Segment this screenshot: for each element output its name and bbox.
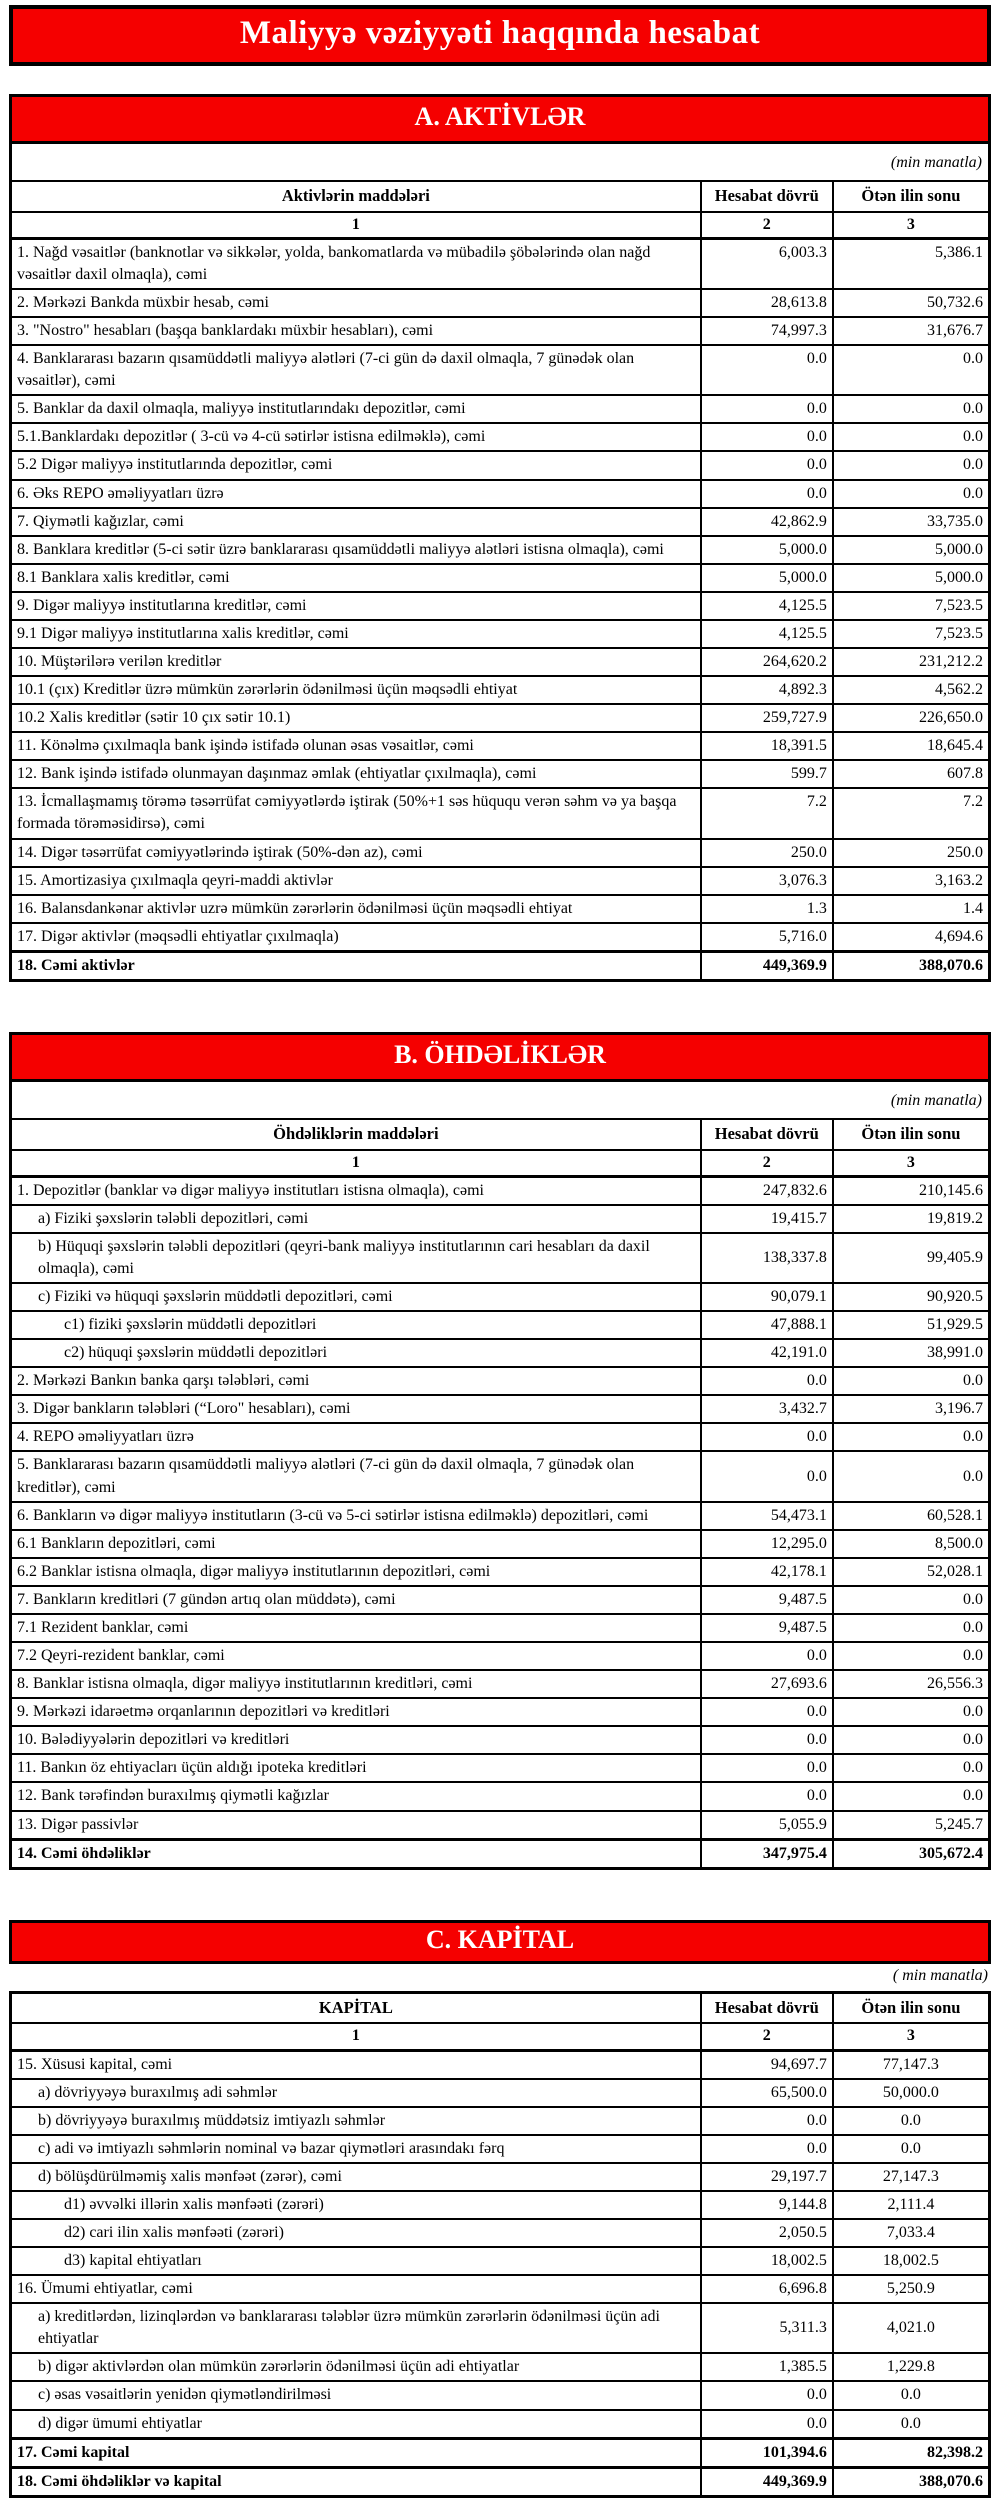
table-row bbox=[11, 2050, 990, 2079]
table-row bbox=[11, 289, 990, 317]
end-of-last-year-value: 82,398.2 bbox=[833, 2438, 990, 2467]
table-row bbox=[11, 1586, 990, 1614]
column-header-end-of-last-year: Ötən ilin sonu bbox=[833, 181, 990, 212]
end-of-last-year-value: 0.0 bbox=[833, 2107, 990, 2135]
row-label: c) Fiziki və hüquqi şəxslərin müddətli depozitləri, cəmi bbox=[11, 1283, 701, 1311]
table-row bbox=[11, 951, 990, 980]
column-header-end-of-last-year: Ötən ilin sonu bbox=[833, 1119, 990, 1150]
reporting-period-value: 9,487.5 bbox=[701, 1614, 833, 1642]
reporting-period-value: 19,415.7 bbox=[701, 1205, 833, 1233]
table-row bbox=[11, 620, 990, 648]
table-row bbox=[11, 1558, 990, 1586]
reporting-period-value: 5,311.3 bbox=[701, 2303, 833, 2353]
column-header-items: KAPİTAL bbox=[11, 1992, 701, 2023]
row-label: 5.1.Banklardakı depozitlər ( 3-cü və 4-cü sətirlər istisna edilməklə), cəmi bbox=[11, 423, 701, 451]
row-label: d) digər ümumi ehtiyatlar bbox=[11, 2410, 701, 2439]
row-label: 5. Banklar da daxil olmaqla, maliyyə institutlarındakı depozitlər, cəmi bbox=[11, 395, 701, 423]
row-label: 10.2 Xalis kreditlər (sətir 10 çıx sətir 10.1) bbox=[11, 704, 701, 732]
table-row bbox=[11, 704, 990, 732]
end-of-last-year-value: 0.0 bbox=[833, 1642, 990, 1670]
row-label: 3. "Nostro" hesabları (başqa banklardakı müxbir hesabları), cəmi bbox=[11, 317, 701, 345]
row-label: 5.2 Digər maliyyə institutlarında depozitlər, cəmi bbox=[11, 451, 701, 479]
table-row bbox=[11, 1451, 990, 1501]
reporting-period-value: 0.0 bbox=[701, 1698, 833, 1726]
section-header-liabilities: B. ÖHDƏLİKLƏR bbox=[11, 1033, 990, 1080]
reporting-period-value: 0.0 bbox=[701, 395, 833, 423]
table-row bbox=[11, 1754, 990, 1782]
end-of-last-year-value: 51,929.5 bbox=[833, 1311, 990, 1339]
end-of-last-year-value: 0.0 bbox=[833, 423, 990, 451]
end-of-last-year-value: 0.0 bbox=[833, 1451, 990, 1501]
row-label: a) kreditlərdən, lizinqlərdən və banklararası tələblər üzrə mümkün zərərlərin ödənilməsi üçün adi ehtiyatlar bbox=[11, 2303, 701, 2353]
column-number-2: 2 bbox=[701, 2023, 833, 2050]
row-label: 11. Bankın öz ehtiyacları üçün aldığı ipoteka kreditləri bbox=[11, 1754, 701, 1782]
end-of-last-year-value: 0.0 bbox=[833, 1754, 990, 1782]
reporting-period-value: 3,432.7 bbox=[701, 1395, 833, 1423]
end-of-last-year-value: 7.2 bbox=[833, 788, 990, 838]
row-label: c) adi və imtiyazlı səhmlərin nominal və bazar qiymətləri arasındakı fərq bbox=[11, 2135, 701, 2163]
end-of-last-year-value: 5,245.7 bbox=[833, 1811, 990, 1840]
reporting-period-value: 0.0 bbox=[701, 1423, 833, 1451]
end-of-last-year-value: 27,147.3 bbox=[833, 2163, 990, 2191]
column-number-1: 1 bbox=[11, 212, 701, 239]
column-header-reporting-period: Hesabat dövrü bbox=[701, 181, 833, 212]
end-of-last-year-value: 4,562.2 bbox=[833, 676, 990, 704]
row-label: c2) hüquqi şəxslərin müddətli depozitləri bbox=[11, 1339, 701, 1367]
table-row bbox=[11, 2107, 990, 2135]
reporting-period-value: 0.0 bbox=[701, 451, 833, 479]
end-of-last-year-value: 231,212.2 bbox=[833, 648, 990, 676]
end-of-last-year-value: 210,145.6 bbox=[833, 1176, 990, 1205]
column-number-row bbox=[11, 2023, 990, 2050]
row-label: 10. Bələdiyyələrin depozitləri və kreditləri bbox=[11, 1726, 701, 1754]
end-of-last-year-value: 4,021.0 bbox=[833, 2303, 990, 2353]
table-row bbox=[11, 1782, 990, 1810]
table-row bbox=[11, 1205, 990, 1233]
reporting-period-value: 347,975.4 bbox=[701, 1839, 833, 1868]
reporting-period-value: 74,997.3 bbox=[701, 317, 833, 345]
unit-note-row bbox=[11, 142, 990, 181]
row-label: 13. Digər passivlər bbox=[11, 1811, 701, 1840]
reporting-period-value: 247,832.6 bbox=[701, 1176, 833, 1205]
table-row bbox=[11, 1811, 990, 1840]
reporting-period-value: 0.0 bbox=[701, 1726, 833, 1754]
reporting-period-value: 29,197.7 bbox=[701, 2163, 833, 2191]
end-of-last-year-value: 90,920.5 bbox=[833, 1283, 990, 1311]
end-of-last-year-value: 0.0 bbox=[833, 345, 990, 395]
reporting-period-value: 0.0 bbox=[701, 2135, 833, 2163]
end-of-last-year-value: 19,819.2 bbox=[833, 1205, 990, 1233]
row-label: 6. Bankların və digər maliyyə institutların (3-cü və 5-ci sətirlər istisna edilməklə) depozitləri, cəmi bbox=[11, 1502, 701, 1530]
row-label: a) dövriyyəyə buraxılmış adi səhmlər bbox=[11, 2079, 701, 2107]
table-row bbox=[11, 2079, 990, 2107]
row-label: d3) kapital ehtiyatları bbox=[11, 2247, 701, 2275]
row-label: 2. Mərkəzi Bankın banka qarşı tələbləri, cəmi bbox=[11, 1367, 701, 1395]
row-label: 18. Cəmi aktivlər bbox=[11, 951, 701, 980]
table-row bbox=[11, 867, 990, 895]
row-label: 17. Digər aktivlər (məqsədli ehtiyatlar çıxılmaqla) bbox=[11, 923, 701, 952]
row-label: b) Hüquqi şəxslərin tələbli depozitləri (qeyri-bank maliyyə institutlarının cari hesabları da daxil olmaqla), cəmi bbox=[11, 1233, 701, 1283]
table-row bbox=[11, 1339, 990, 1367]
end-of-last-year-value: 31,676.7 bbox=[833, 317, 990, 345]
table-row bbox=[11, 317, 990, 345]
row-label: 6.1 Bankların depozitləri, cəmi bbox=[11, 1530, 701, 1558]
end-of-last-year-value: 7,033.4 bbox=[833, 2219, 990, 2247]
reporting-period-value: 264,620.2 bbox=[701, 648, 833, 676]
row-label: 2. Mərkəzi Bankda müxbir hesab, cəmi bbox=[11, 289, 701, 317]
row-label: 7.2 Qeyri-rezident banklar, cəmi bbox=[11, 1642, 701, 1670]
table-row bbox=[11, 345, 990, 395]
row-label: 5. Banklararası bazarın qısamüddətli maliyyə alətləri (7-ci gün də daxil olmaqla, 7 günədək olan kreditlər), cəmi bbox=[11, 1451, 701, 1501]
reporting-period-value: 65,500.0 bbox=[701, 2079, 833, 2107]
report-title: Maliyyə vəziyyəti haqqında hesabat bbox=[9, 5, 991, 66]
end-of-last-year-value: 0.0 bbox=[833, 395, 990, 423]
reporting-period-value: 42,178.1 bbox=[701, 1558, 833, 1586]
table-row bbox=[11, 1395, 990, 1423]
reporting-period-value: 27,693.6 bbox=[701, 1670, 833, 1698]
reporting-period-value: 9,487.5 bbox=[701, 1586, 833, 1614]
reporting-period-value: 0.0 bbox=[701, 1782, 833, 1810]
table-row bbox=[11, 923, 990, 952]
section-assets bbox=[9, 94, 991, 982]
table-row bbox=[11, 2381, 990, 2409]
table-row bbox=[11, 1726, 990, 1754]
end-of-last-year-value: 0.0 bbox=[833, 1586, 990, 1614]
row-label: 15. Amortizasiya çıxılmaqla qeyri-maddi aktivlər bbox=[11, 867, 701, 895]
reporting-period-value: 5,055.9 bbox=[701, 1811, 833, 1840]
reporting-period-value: 54,473.1 bbox=[701, 1502, 833, 1530]
table-row bbox=[11, 2247, 990, 2275]
row-label: 8. Banklar istisna olmaqla, digər maliyyə institutlarının kreditləri, cəmi bbox=[11, 1670, 701, 1698]
table-row bbox=[11, 1233, 990, 1283]
column-number-row bbox=[11, 212, 990, 239]
row-label: b) dövriyyəyə buraxılmış müddətsiz imtiyazlı səhmlər bbox=[11, 2107, 701, 2135]
row-label: 4. Banklararası bazarın qısamüddətli maliyyə alətləri (7-ci gün də daxil olmaqla, 7 günədək olan vəsaitlər), cəmi bbox=[11, 345, 701, 395]
row-label: 4. REPO əməliyyatları üzrə bbox=[11, 1423, 701, 1451]
row-label: d1) əvvəlki illərin xalis mənfəəti (zərəri) bbox=[11, 2191, 701, 2219]
end-of-last-year-value: 0.0 bbox=[833, 1726, 990, 1754]
table-row bbox=[11, 1670, 990, 1698]
table-row bbox=[11, 480, 990, 508]
column-header-row bbox=[11, 181, 990, 212]
reporting-period-value: 138,337.8 bbox=[701, 1233, 833, 1283]
reporting-period-value: 4,125.5 bbox=[701, 620, 833, 648]
section-header-assets: A. AKTİVLƏR bbox=[11, 96, 990, 143]
row-label: a) Fiziki şəxslərin tələbli depozitləri, cəmi bbox=[11, 1205, 701, 1233]
reporting-period-value: 1,385.5 bbox=[701, 2353, 833, 2381]
table-row bbox=[11, 895, 990, 923]
end-of-last-year-value: 226,650.0 bbox=[833, 704, 990, 732]
reporting-period-value: 94,697.7 bbox=[701, 2050, 833, 2079]
end-of-last-year-value: 2,111.4 bbox=[833, 2191, 990, 2219]
liabilities-table bbox=[9, 1032, 991, 1870]
reporting-period-value: 101,394.6 bbox=[701, 2438, 833, 2467]
end-of-last-year-value: 26,556.3 bbox=[833, 1670, 990, 1698]
column-number-3: 3 bbox=[833, 2023, 990, 2050]
row-label: c) əsas vəsaitlərin yenidən qiymətləndirilməsi bbox=[11, 2381, 701, 2409]
end-of-last-year-value: 1,229.8 bbox=[833, 2353, 990, 2381]
end-of-last-year-value: 7,523.5 bbox=[833, 592, 990, 620]
unit-note: (min manatla) bbox=[11, 142, 990, 181]
row-label: 14. Digər təsərrüfat cəmiyyətlərində iştirak (50%-dən az), cəmi bbox=[11, 839, 701, 867]
column-header-row bbox=[11, 1119, 990, 1150]
end-of-last-year-value: 3,196.7 bbox=[833, 1395, 990, 1423]
table-row bbox=[11, 2275, 990, 2303]
reporting-period-value: 1.3 bbox=[701, 895, 833, 923]
table-row bbox=[11, 2163, 990, 2191]
end-of-last-year-value: 0.0 bbox=[833, 2381, 990, 2409]
table-row bbox=[11, 2219, 990, 2247]
table-row bbox=[11, 1423, 990, 1451]
section-header-bar-assets bbox=[11, 96, 990, 143]
unit-note-row bbox=[11, 1080, 990, 1119]
reporting-period-value: 599.7 bbox=[701, 760, 833, 788]
reporting-period-value: 0.0 bbox=[701, 2381, 833, 2409]
table-row bbox=[11, 451, 990, 479]
row-label: b) digər aktivlərdən olan mümkün zərərlərin ödənilməsi üçün adi ehtiyatlar bbox=[11, 2353, 701, 2381]
reporting-period-value: 0.0 bbox=[701, 2107, 833, 2135]
row-label: 16. Balansdankənar aktivlər uzrə mümkün zərərlərin ödənilməsi üçün məqsədli ehtiyat bbox=[11, 895, 701, 923]
end-of-last-year-value: 5,386.1 bbox=[833, 238, 990, 289]
capital-table bbox=[9, 1991, 991, 2498]
end-of-last-year-value: 3,163.2 bbox=[833, 867, 990, 895]
column-header-row bbox=[11, 1992, 990, 2023]
table-row bbox=[11, 676, 990, 704]
reporting-period-value: 6,003.3 bbox=[701, 238, 833, 289]
table-row bbox=[11, 839, 990, 867]
column-header-end-of-last-year: Ötən ilin sonu bbox=[833, 1992, 990, 2023]
reporting-period-value: 2,050.5 bbox=[701, 2219, 833, 2247]
reporting-period-value: 259,727.9 bbox=[701, 704, 833, 732]
table-row bbox=[11, 2467, 990, 2496]
reporting-period-value: 47,888.1 bbox=[701, 1311, 833, 1339]
end-of-last-year-value: 0.0 bbox=[833, 1614, 990, 1642]
reporting-period-value: 18,002.5 bbox=[701, 2247, 833, 2275]
row-label: 12. Bank işində istifadə olunmayan daşınmaz əmlak (ehtiyatlar çıxılmaqla), cəmi bbox=[11, 760, 701, 788]
end-of-last-year-value: 0.0 bbox=[833, 451, 990, 479]
reporting-period-value: 3,076.3 bbox=[701, 867, 833, 895]
end-of-last-year-value: 5,250.9 bbox=[833, 2275, 990, 2303]
row-label: 17. Cəmi kapital bbox=[11, 2438, 701, 2467]
end-of-last-year-value: 38,991.0 bbox=[833, 1339, 990, 1367]
row-label: 3. Digər bankların tələbləri (“Loro" hesabları), cəmi bbox=[11, 1395, 701, 1423]
row-label: d2) cari ilin xalis mənfəəti (zərəri) bbox=[11, 2219, 701, 2247]
column-number-2: 2 bbox=[701, 1150, 833, 1177]
row-label: 1. Depozitlər (banklar və digər maliyyə institutları istisna olmaqla), cəmi bbox=[11, 1176, 701, 1205]
end-of-last-year-value: 0.0 bbox=[833, 1367, 990, 1395]
row-label: 18. Cəmi öhdəliklər və kapital bbox=[11, 2467, 701, 2496]
end-of-last-year-value: 33,735.0 bbox=[833, 508, 990, 536]
assets-table bbox=[9, 94, 991, 982]
row-label: 16. Ümumi ehtiyatlar, cəmi bbox=[11, 2275, 701, 2303]
reporting-period-value: 0.0 bbox=[701, 1367, 833, 1395]
reporting-period-value: 0.0 bbox=[701, 1754, 833, 1782]
table-row bbox=[11, 2303, 990, 2353]
reporting-period-value: 90,079.1 bbox=[701, 1283, 833, 1311]
reporting-period-value: 12,295.0 bbox=[701, 1530, 833, 1558]
end-of-last-year-value: 388,070.6 bbox=[833, 2467, 990, 2496]
row-label: 9. Mərkəzi idarəetmə orqanlarının depozitləri və kreditləri bbox=[11, 1698, 701, 1726]
end-of-last-year-value: 388,070.6 bbox=[833, 951, 990, 980]
row-label: 8. Banklara kreditlər (5-ci sətir üzrə banklararası qısamüddətli maliyyə alətləri istisna olmaqla), cəmi bbox=[11, 536, 701, 564]
table-row bbox=[11, 1283, 990, 1311]
end-of-last-year-value: 60,528.1 bbox=[833, 1502, 990, 1530]
table-row bbox=[11, 592, 990, 620]
row-label: 7.1 Rezident banklar, cəmi bbox=[11, 1614, 701, 1642]
reporting-period-value: 4,892.3 bbox=[701, 676, 833, 704]
table-row bbox=[11, 395, 990, 423]
end-of-last-year-value: 50,732.6 bbox=[833, 289, 990, 317]
end-of-last-year-value: 77,147.3 bbox=[833, 2050, 990, 2079]
table-row bbox=[11, 238, 990, 289]
reporting-period-value: 5,000.0 bbox=[701, 564, 833, 592]
end-of-last-year-value: 0.0 bbox=[833, 2410, 990, 2439]
column-header-reporting-period: Hesabat dövrü bbox=[701, 1992, 833, 2023]
section-capital bbox=[9, 1920, 991, 2498]
table-row bbox=[11, 1311, 990, 1339]
row-label: 1. Nağd vəsaitlər (banknotlar və sikkələr, yolda, bankomatlarda və mübadilə şöbələrində olan nağd vəsaitlər daxil olmaqla), cəmi bbox=[11, 238, 701, 289]
reporting-period-value: 7.2 bbox=[701, 788, 833, 838]
table-row bbox=[11, 1642, 990, 1670]
reporting-period-value: 449,369.9 bbox=[701, 2467, 833, 2496]
table-row bbox=[11, 2410, 990, 2439]
column-number-1: 1 bbox=[11, 2023, 701, 2050]
reporting-period-value: 42,191.0 bbox=[701, 1339, 833, 1367]
section-header-capital: C. KAPİTAL bbox=[9, 1920, 991, 1964]
row-label: c1) fiziki şəxslərin müddətli depozitləri bbox=[11, 1311, 701, 1339]
table-row bbox=[11, 1614, 990, 1642]
row-label: 7. Qiymətli kağızlar, cəmi bbox=[11, 508, 701, 536]
end-of-last-year-value: 5,000.0 bbox=[833, 564, 990, 592]
unit-note: ( min manatla) bbox=[892, 1966, 988, 1984]
reporting-period-value: 18,391.5 bbox=[701, 732, 833, 760]
table-row bbox=[11, 1176, 990, 1205]
table-row bbox=[11, 2353, 990, 2381]
table-row bbox=[11, 423, 990, 451]
reporting-period-value: 0.0 bbox=[701, 1642, 833, 1670]
table-row bbox=[11, 508, 990, 536]
table-row bbox=[11, 1502, 990, 1530]
table-row bbox=[11, 1530, 990, 1558]
row-label: 12. Bank tərəfindən buraxılmış qiymətli kağızlar bbox=[11, 1782, 701, 1810]
end-of-last-year-value: 50,000.0 bbox=[833, 2079, 990, 2107]
end-of-last-year-value: 0.0 bbox=[833, 1782, 990, 1810]
table-row bbox=[11, 2438, 990, 2467]
row-label: 15. Xüsusi kapital, cəmi bbox=[11, 2050, 701, 2079]
column-header-items: Aktivlərin maddələri bbox=[11, 181, 701, 212]
end-of-last-year-value: 18,645.4 bbox=[833, 732, 990, 760]
column-number-row bbox=[11, 1150, 990, 1177]
table-row bbox=[11, 564, 990, 592]
section-liabilities bbox=[9, 1032, 991, 1870]
end-of-last-year-value: 0.0 bbox=[833, 1423, 990, 1451]
end-of-last-year-value: 4,694.6 bbox=[833, 923, 990, 952]
reporting-period-value: 9,144.8 bbox=[701, 2191, 833, 2219]
row-label: d) bölüşdürülməmiş xalis mənfəət (zərər), cəmi bbox=[11, 2163, 701, 2191]
end-of-last-year-value: 0.0 bbox=[833, 2135, 990, 2163]
table-row bbox=[11, 1839, 990, 1868]
reporting-period-value: 0.0 bbox=[701, 480, 833, 508]
reporting-period-value: 28,613.8 bbox=[701, 289, 833, 317]
column-number-2: 2 bbox=[701, 212, 833, 239]
end-of-last-year-value: 250.0 bbox=[833, 839, 990, 867]
reporting-period-value: 5,000.0 bbox=[701, 536, 833, 564]
table-row bbox=[11, 1367, 990, 1395]
end-of-last-year-value: 0.0 bbox=[833, 1698, 990, 1726]
column-number-3: 3 bbox=[833, 1150, 990, 1177]
reporting-period-value: 0.0 bbox=[701, 423, 833, 451]
column-header-items: Öhdəliklərin maddələri bbox=[11, 1119, 701, 1150]
table-row bbox=[11, 648, 990, 676]
reporting-period-value: 42,862.9 bbox=[701, 508, 833, 536]
table-row bbox=[11, 2135, 990, 2163]
end-of-last-year-value: 0.0 bbox=[833, 480, 990, 508]
row-label: 10.1 (çıx) Kreditlər üzrə mümkün zərərlərin ödənilməsi üçün məqsədli ehtiyat bbox=[11, 676, 701, 704]
reporting-period-value: 5,716.0 bbox=[701, 923, 833, 952]
row-label: 11. Könəlmə çıxılmaqla bank işində istifadə olunan əsas vəsaitlər, cəmi bbox=[11, 732, 701, 760]
reporting-period-value: 0.0 bbox=[701, 345, 833, 395]
column-number-3: 3 bbox=[833, 212, 990, 239]
section-header-bar-liabilities bbox=[11, 1033, 990, 1080]
end-of-last-year-value: 1.4 bbox=[833, 895, 990, 923]
reporting-period-value: 0.0 bbox=[701, 1451, 833, 1501]
table-row bbox=[11, 788, 990, 838]
row-label: 9.1 Digər maliyyə institutlarına xalis kreditlər, cəmi bbox=[11, 620, 701, 648]
end-of-last-year-value: 7,523.5 bbox=[833, 620, 990, 648]
row-label: 6. Əks REPO əməliyyatları üzrə bbox=[11, 480, 701, 508]
end-of-last-year-value: 52,028.1 bbox=[833, 1558, 990, 1586]
end-of-last-year-value: 5,000.0 bbox=[833, 536, 990, 564]
reporting-period-value: 250.0 bbox=[701, 839, 833, 867]
row-label: 7. Bankların kreditləri (7 gündən artıq olan müddətə), cəmi bbox=[11, 1586, 701, 1614]
table-row bbox=[11, 536, 990, 564]
column-header-reporting-period: Hesabat dövrü bbox=[701, 1119, 833, 1150]
end-of-last-year-value: 607.8 bbox=[833, 760, 990, 788]
end-of-last-year-value: 8,500.0 bbox=[833, 1530, 990, 1558]
row-label: 14. Cəmi öhdəliklər bbox=[11, 1839, 701, 1868]
unit-note: (min manatla) bbox=[11, 1080, 990, 1119]
end-of-last-year-value: 305,672.4 bbox=[833, 1839, 990, 1868]
row-label: 6.2 Banklar istisna olmaqla, digər maliyyə institutlarının depozitləri, cəmi bbox=[11, 1558, 701, 1586]
end-of-last-year-value: 99,405.9 bbox=[833, 1233, 990, 1283]
table-row bbox=[11, 760, 990, 788]
end-of-last-year-value: 18,002.5 bbox=[833, 2247, 990, 2275]
row-label: 10. Müştərilərə verilən kreditlər bbox=[11, 648, 701, 676]
row-label: 8.1 Banklara xalis kreditlər, cəmi bbox=[11, 564, 701, 592]
column-number-1: 1 bbox=[11, 1150, 701, 1177]
row-label: 13. İcmallaşmamış törəmə təsərrüfat cəmiyyətlərdə iştirak (50%+1 səs hüququ verən səhm və ya başqa formada törəməsidirsə), cəmi bbox=[11, 788, 701, 838]
reporting-period-value: 4,125.5 bbox=[701, 592, 833, 620]
reporting-period-value: 449,369.9 bbox=[701, 951, 833, 980]
row-label: 9. Digər maliyyə institutlarına kreditlər, cəmi bbox=[11, 592, 701, 620]
table-row bbox=[11, 1698, 990, 1726]
reporting-period-value: 0.0 bbox=[701, 2410, 833, 2439]
table-row bbox=[11, 732, 990, 760]
reporting-period-value: 6,696.8 bbox=[701, 2275, 833, 2303]
table-row bbox=[11, 2191, 990, 2219]
